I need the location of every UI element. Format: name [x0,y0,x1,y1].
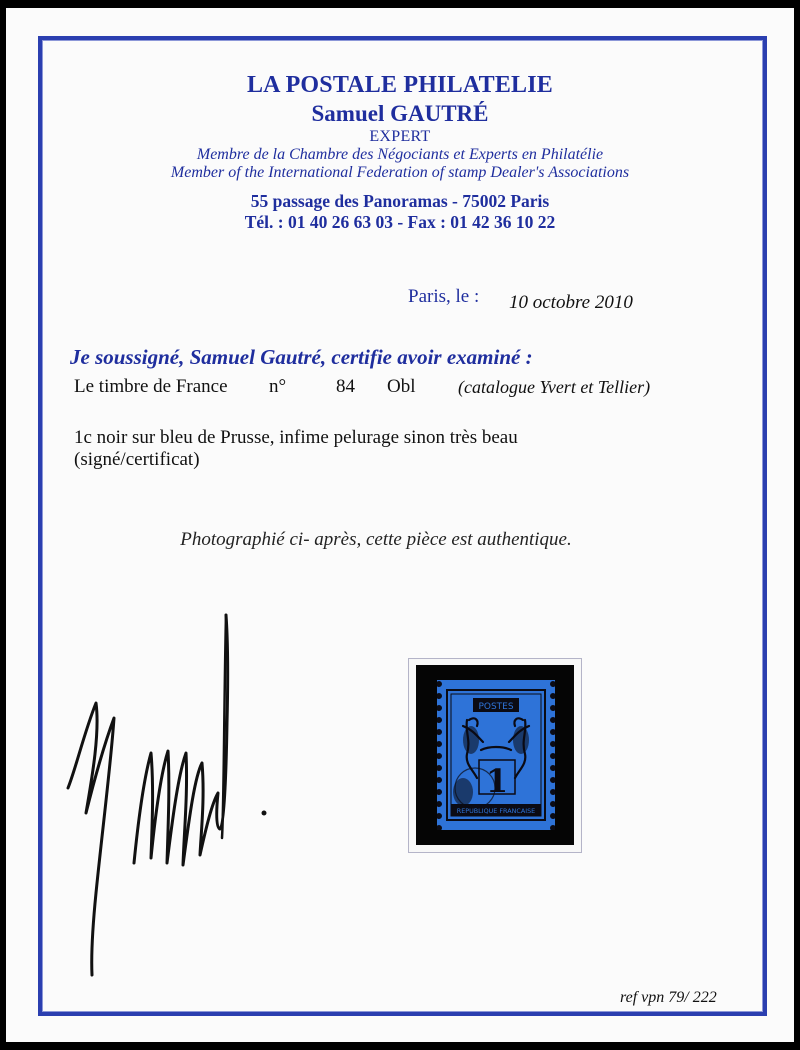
stamp-artwork [437,680,555,830]
description-line-1: 1c noir sur bleu de Prusse, infime pelurage sinon très beau [74,427,518,448]
phone-fax: Tél. : 01 40 26 63 03 - Fax : 01 42 36 10 22 [244,212,556,232]
certificate-sheet [6,8,794,1042]
membership-french: Membre de la Chambre des Négociants et Experts en Philatélie [196,146,604,163]
stamp-country-label: Le timbre de France [74,376,228,397]
authenticity-statement: Photographié ci- après, cette pièce est authentique. [180,529,572,550]
certificate-date: 10 octobre 2010 [509,292,633,313]
reference-number: ref vpn 79/ 222 [620,989,717,1006]
stamp-photo [408,658,582,853]
membership-english: Member of the International Federation of stamp Dealer's Associations [170,164,630,181]
handwritten-signature [56,603,286,983]
description-line-2: (signé/certificat) [74,449,200,470]
catalogue-number: 84 [336,376,355,397]
stamp-mount [416,665,574,845]
stamp-condition: Obl [387,376,416,397]
organization-name: LA POSTALE PHILATELIE [246,72,554,98]
certification-statement: Je soussigné, Samuel Gautré, certifie avoir examiné : [70,345,533,369]
stamp-bottom-text: REPUBLIQUE FRANCAISE [456,807,536,815]
place-label: Paris, le : [408,286,480,307]
expert-name: Samuel GAUTRÉ [311,101,489,126]
number-label: n° [269,376,287,397]
expert-title: EXPERT [369,128,431,145]
stamp [437,680,555,830]
address: 55 passage des Panoramas - 75002 Paris [250,191,550,211]
stamp-top-text: POSTES [478,702,514,712]
catalogue-reference: (catalogue Yvert et Tellier) [458,377,651,397]
stamp-value: 1 [485,762,509,800]
